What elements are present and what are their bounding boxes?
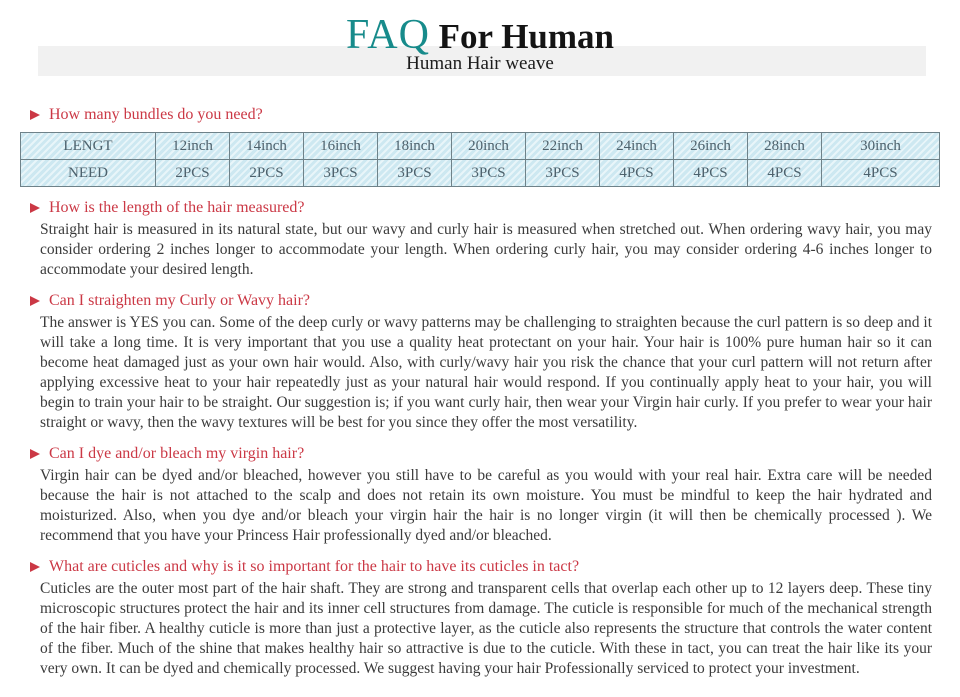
table-row-need: [21, 160, 940, 187]
page-header: [0, 0, 960, 88]
table-cell: 3PCS: [304, 160, 378, 187]
table-cell: 26inch: [674, 133, 748, 160]
faq-question-bundles: [0, 106, 960, 124]
table-cell: 3PCS: [526, 160, 600, 187]
table-cell: 16inch: [304, 133, 378, 160]
row-label-need: NEED: [21, 160, 156, 187]
table-cell: 3PCS: [452, 160, 526, 187]
table-cell: 18inch: [378, 133, 452, 160]
faq-answer-dye-bleach: Virgin hair can be dyed and/or bleached, however you still have to be careful as you would with your real hair. Extra care will be needed because the hair is not attached to the scalp and does not retain its own moisture. You must be mindful to keep the hair hydrated and moisturized. Also, when you dye and/or bleach your virgin hair the hair is no longer virgin (it will then be chemically processed ). We recommend that you have your Princess Hair professionally dyed and/or bleached.: [40, 467, 932, 544]
table-cell: 28inch: [748, 133, 822, 160]
title-faq: FAQ: [346, 12, 430, 58]
arrow-right-icon: [30, 296, 40, 306]
table-cell: 24inch: [600, 133, 674, 160]
faq-answer-length-measured: Straight hair is measured in its natural state, but our wavy and curly hair is measured when stretched out. When ordering wavy hair, you may consider ordering 2 inches longer to accommodate your length. When ordering curly hair, you may consider ordering 4-6 inches longer to accommodate your desired length.: [40, 221, 932, 278]
question-text: Can I dye and/or bleach my virgin hair?: [49, 445, 305, 462]
question-text: How is the length of the hair measured?: [49, 199, 305, 216]
row-label-length: LENGT: [21, 133, 156, 160]
table-cell: 4PCS: [822, 160, 940, 187]
faq-answer-cuticles: Cuticles are the outer most part of the hair shaft. They are strong and transparent cells that overlap each other up to 12 layers deep. These tiny microscopic structures protect the hair and its inner cell structures from damage. The cuticle is responsible for much of the mechanical strength of the hair fiber. A healthy cuticle is more than just a protective layer, as the cuticle also represents the structure that controls the water content of the fiber. Much of the shine that makes healthy hair so attractive is due to the cuticle. With these in tact, you can treat the hair like its your very own. It can be dyed and chemically processed. We suggest having your hair Professionally serviced to protect your investment.: [40, 580, 932, 677]
table-cell: 30inch: [822, 133, 940, 160]
question-text: How many bundles do you need?: [49, 106, 263, 123]
page-subtitle: Human Hair weave: [406, 53, 554, 74]
arrow-right-icon: [30, 562, 40, 572]
question-text: Can I straighten my Curly or Wavy hair?: [49, 292, 311, 309]
table-cell: 12inch: [156, 133, 230, 160]
table-cell: 2PCS: [156, 160, 230, 187]
bundles-table: [20, 132, 940, 187]
table-cell: 4PCS: [748, 160, 822, 187]
faq-question-length-measured: [0, 199, 960, 217]
arrow-right-icon: [30, 203, 40, 213]
page-title: [0, 0, 960, 56]
table-cell: 4PCS: [674, 160, 748, 187]
faq-question-straighten: [0, 292, 960, 310]
arrow-right-icon: [30, 449, 40, 459]
faq-answer-straighten: The answer is YES you can. Some of the deep curly or wavy patterns may be challenging to straighten because the curl pattern is so deep and it will take a long time. It is very important that you use a quality heat protectant on your hair. Your hair is 100% pure human hair so it can become heat damaged just as your own hair would. Also, with curly/wavy hair you risk the chance that your curl pattern will not return after applying excessive heat to your hair repeatedly just as your natural hair would respond. If you continually apply heat to your hair, you will begin to train your hair to be straight. Our suggestion is; if you want curly hair, then wear your Virgin hair curly. If you prefer to wear your hair straight or wavy, then the wavy textures will be best for you since they offer the most versatility.: [40, 314, 932, 431]
faq-question-cuticles: [0, 558, 960, 576]
table-cell: 3PCS: [378, 160, 452, 187]
table-cell: 2PCS: [230, 160, 304, 187]
arrow-right-icon: [30, 110, 40, 120]
table-row-length: [21, 133, 940, 160]
table-cell: 14inch: [230, 133, 304, 160]
question-text: What are cuticles and why is it so important for the hair to have its cuticles in tact?: [49, 558, 580, 575]
title-for-human: For Human: [429, 17, 614, 56]
table-cell: 4PCS: [600, 160, 674, 187]
table-cell: 22inch: [526, 133, 600, 160]
table-cell: 20inch: [452, 133, 526, 160]
faq-question-dye-bleach: [0, 445, 960, 463]
